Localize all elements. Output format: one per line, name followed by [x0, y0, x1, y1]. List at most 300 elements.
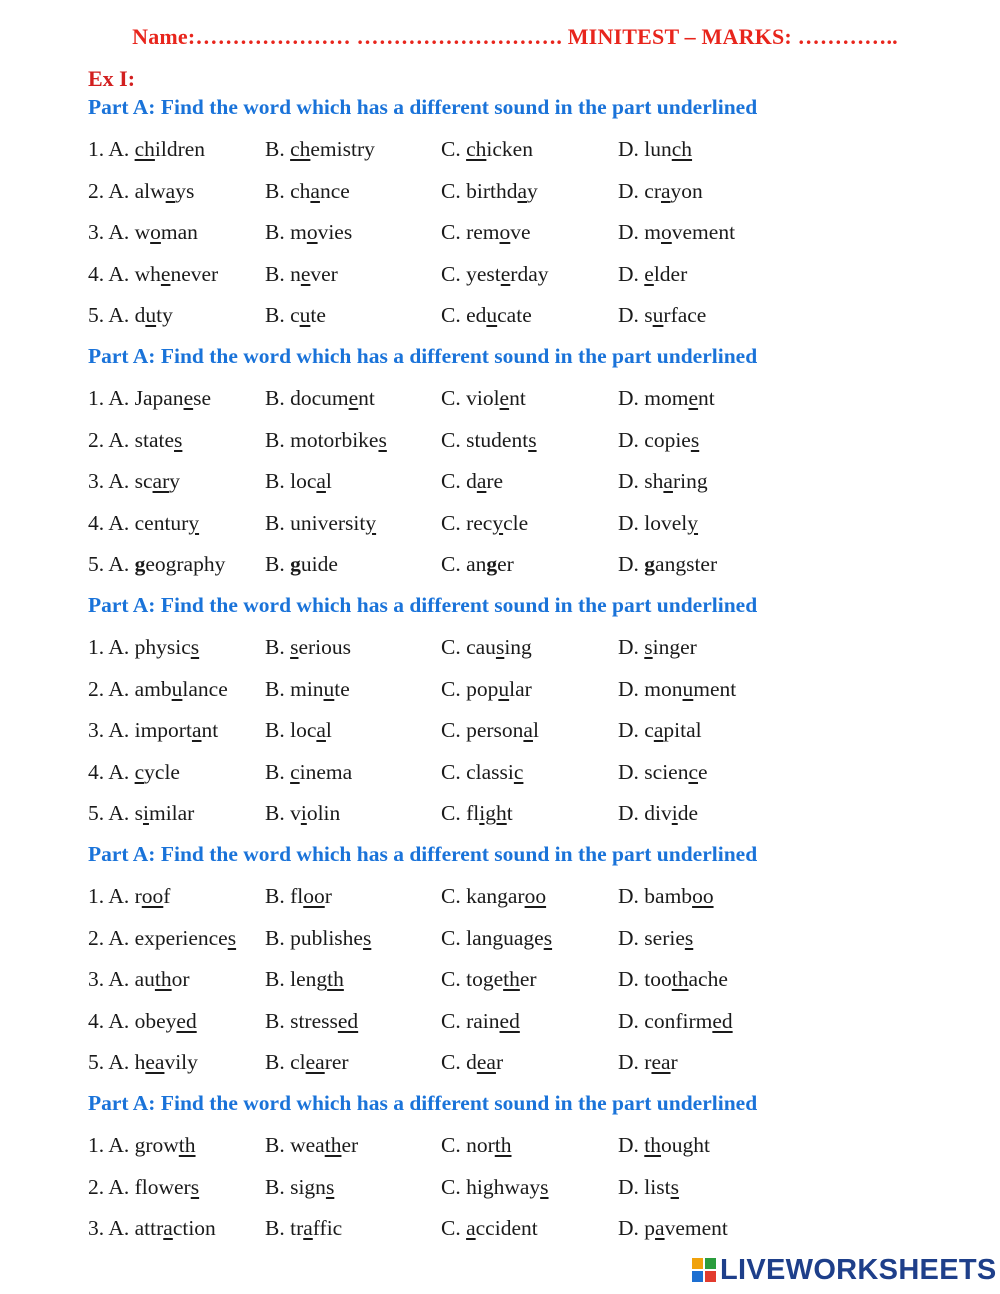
answer-option[interactable]	[88, 1050, 198, 1075]
logo-square-4	[705, 1271, 716, 1282]
part-title: Part A: Find the word which has a different sound in the part underlined	[88, 593, 758, 617]
underlined-sound: ea	[145, 1050, 165, 1074]
answer-option[interactable]	[88, 677, 228, 702]
word-part: t	[506, 801, 513, 825]
question-number: 4.	[88, 261, 105, 286]
word-part: cate	[497, 303, 532, 327]
answer-option[interactable]	[441, 469, 503, 494]
word-part: vement	[664, 1216, 728, 1240]
option-letter: B.	[265, 718, 285, 742]
answer-option[interactable]	[88, 428, 182, 453]
word-part: ildren	[154, 137, 206, 161]
word-part: lar	[509, 676, 532, 701]
underlined-sound: o	[661, 220, 672, 244]
answer-option[interactable]	[88, 303, 173, 328]
word-part: bamb	[644, 884, 693, 908]
answer-option[interactable]	[265, 926, 371, 951]
option-letter: B.	[265, 759, 285, 784]
answer-option[interactable]	[441, 179, 538, 204]
word-part: ch	[290, 178, 311, 203]
answer-option[interactable]	[88, 926, 236, 951]
question-number: 4.	[88, 510, 105, 535]
answer-option[interactable]	[618, 386, 715, 411]
underlined-sound: ea	[305, 1050, 325, 1074]
word-part: rer	[324, 1050, 349, 1074]
answer-option[interactable]	[265, 718, 332, 743]
answer-option[interactable]	[265, 635, 351, 660]
word-part: cle	[503, 510, 529, 535]
option-letter: A.	[108, 137, 130, 161]
answer-option[interactable]	[88, 801, 194, 826]
word-part: student	[466, 427, 529, 452]
word-part: cr	[644, 178, 661, 203]
underlined-sound: th	[324, 1133, 342, 1157]
word-part: confirm	[644, 1008, 713, 1033]
answer-option[interactable]	[441, 428, 537, 453]
underlined-sound: oo	[524, 884, 547, 908]
word-part: nor	[466, 1133, 495, 1157]
word-part: e	[698, 759, 708, 784]
answer-option[interactable]	[265, 1216, 342, 1241]
word-part: sh	[644, 469, 664, 493]
answer-option[interactable]	[88, 1216, 216, 1241]
underlined-sound: e	[183, 386, 194, 410]
question-number: 1.	[88, 635, 105, 659]
answer-option[interactable]	[618, 760, 708, 785]
answer-option[interactable]	[441, 801, 513, 826]
answer-option[interactable]	[441, 262, 548, 287]
word-part: attr	[134, 1216, 164, 1240]
question-number: 3.	[88, 718, 105, 742]
answer-option[interactable]	[441, 1175, 549, 1200]
word-part: ought	[661, 1133, 710, 1157]
answer-option[interactable]	[441, 220, 531, 245]
option-letter: B.	[265, 303, 285, 327]
option-letter: B.	[265, 137, 285, 161]
answer-option[interactable]	[441, 760, 523, 785]
option-letter: B.	[265, 1216, 285, 1240]
underlined-sound: a	[476, 469, 487, 493]
answer-option[interactable]	[441, 137, 533, 162]
answer-option[interactable]	[265, 1050, 349, 1075]
answer-option[interactable]	[88, 179, 194, 204]
option-letter: B.	[265, 676, 285, 701]
underlined-sound: y	[492, 510, 504, 535]
option-letter: A.	[108, 1133, 130, 1157]
word-part: ty	[156, 303, 173, 327]
answer-option[interactable]	[88, 386, 211, 411]
word-part: f	[163, 884, 171, 908]
option-letter: B.	[265, 178, 285, 203]
word-part: min	[290, 676, 324, 701]
word-part: grow	[134, 1133, 179, 1157]
option-letter: C.	[441, 178, 461, 203]
word-part: fl	[290, 884, 304, 908]
option-letter: A.	[108, 884, 130, 908]
option-letter: D.	[618, 552, 639, 576]
word-part: l	[325, 718, 332, 742]
word-part: r	[134, 884, 142, 908]
option-letter: C.	[441, 718, 461, 742]
word-part: te	[334, 676, 350, 701]
word-part: ing	[504, 635, 532, 659]
answer-option[interactable]	[265, 1009, 358, 1034]
answer-option[interactable]	[441, 635, 532, 660]
word-part: icken	[486, 137, 533, 161]
word-part: inger	[652, 635, 697, 659]
underlined-sound: s	[670, 1174, 679, 1199]
underlined-sound: s	[690, 427, 700, 452]
answer-option[interactable]	[618, 967, 728, 992]
underlined-sound: ed	[712, 1008, 733, 1033]
header-name-marks: Name:………………… ………………………. MINITEST – MARKS: …………..	[132, 24, 898, 49]
answer-option[interactable]	[618, 635, 697, 660]
word-part: or	[171, 967, 190, 991]
part-title: Part A: Find the word which has a different sound in the part underlined	[88, 1091, 758, 1115]
answer-option[interactable]	[88, 469, 180, 494]
option-letter: D.	[618, 427, 639, 452]
word-part: physic	[134, 635, 191, 659]
word-part: universit	[290, 510, 366, 535]
answer-option[interactable]	[618, 1216, 728, 1241]
answer-option[interactable]	[88, 1133, 196, 1158]
underlined-sound: ed	[499, 1008, 520, 1033]
word-part: alw	[134, 178, 166, 203]
word-part: ment	[693, 676, 737, 701]
underlined-sound: u	[682, 676, 694, 701]
word-part: se	[193, 386, 212, 410]
option-letter: A.	[108, 1050, 130, 1074]
word-part: sign	[290, 1174, 326, 1199]
option-letter: B.	[265, 967, 285, 991]
option-letter: C.	[441, 1216, 461, 1240]
option-letter: A.	[108, 220, 130, 244]
answer-option[interactable]	[88, 967, 190, 992]
word-part: serie	[644, 925, 685, 950]
word-part: div	[644, 801, 672, 825]
answer-option[interactable]	[618, 677, 736, 702]
part-title: Part A: Find the word which has a different sound in the part underlined	[88, 344, 758, 368]
bold-sound: g	[486, 552, 498, 576]
option-letter: D.	[618, 469, 639, 493]
liveworksheets-logo-icon	[692, 1258, 716, 1282]
answer-option[interactable]	[88, 511, 199, 536]
underlined-sound: a	[523, 718, 533, 742]
answer-option[interactable]	[618, 884, 714, 909]
word-part: s	[134, 801, 143, 825]
word-part: centur	[134, 510, 189, 535]
option-letter: D.	[618, 925, 639, 950]
answer-option[interactable]	[265, 552, 338, 577]
question-number: 1.	[88, 386, 105, 410]
option-letter: B.	[265, 386, 285, 410]
underlined-sound: o	[499, 220, 511, 244]
underlined-sound: a	[310, 178, 320, 203]
word-part: language	[466, 925, 544, 950]
word-part: milar	[148, 801, 195, 825]
answer-option[interactable]	[441, 1216, 538, 1241]
answer-option[interactable]	[618, 303, 706, 328]
word-part: yon	[670, 178, 703, 203]
underlined-sound: ch	[466, 137, 487, 161]
answer-option[interactable]	[265, 760, 352, 785]
underlined-sound: a	[655, 1216, 665, 1240]
underlined-sound: ar	[152, 469, 170, 493]
underlined-sound: s	[362, 925, 372, 950]
word-part: cl	[290, 1050, 306, 1074]
underlined-sound: s	[190, 1174, 200, 1199]
answer-option[interactable]	[265, 511, 376, 536]
logo-square-3	[692, 1271, 703, 1282]
word-part: pop	[466, 676, 499, 701]
word-part: l	[532, 718, 539, 742]
word-part: lovel	[644, 510, 688, 535]
logo-square-1	[692, 1258, 703, 1269]
question-number: 1.	[88, 137, 105, 161]
word-part: er	[519, 967, 537, 991]
answer-option[interactable]	[441, 1009, 520, 1034]
answer-option[interactable]	[618, 428, 699, 453]
option-letter: A.	[108, 718, 130, 742]
question-number: 4.	[88, 1008, 105, 1033]
answer-option[interactable]	[265, 801, 340, 826]
word-part: m	[644, 220, 662, 244]
option-letter: B.	[265, 1174, 285, 1199]
word-part: scien	[644, 759, 689, 784]
question-number: 5.	[88, 303, 105, 327]
word-part: yest	[466, 261, 501, 286]
word-part: erious	[298, 635, 352, 659]
option-letter: B.	[265, 510, 285, 535]
word-part: leng	[290, 967, 328, 991]
answer-option[interactable]	[618, 718, 702, 743]
answer-option[interactable]	[441, 552, 514, 577]
underlined-sound: th	[644, 1133, 662, 1157]
answer-option[interactable]	[265, 386, 375, 411]
part-title: Part A: Find the word which has a different sound in the part underlined	[88, 842, 758, 866]
answer-option[interactable]	[618, 469, 708, 494]
word-part: highway	[466, 1174, 541, 1199]
word-part: ver	[310, 261, 338, 286]
answer-option[interactable]	[265, 220, 352, 245]
answer-option[interactable]	[618, 137, 692, 162]
question-number: 3.	[88, 967, 105, 991]
word-part: p	[644, 1216, 656, 1240]
underlined-sound: u	[323, 676, 335, 701]
answer-option[interactable]	[88, 137, 205, 162]
word-part: toge	[466, 967, 504, 991]
word-part: pital	[663, 718, 702, 742]
answer-option[interactable]	[88, 1175, 199, 1200]
option-letter: A.	[108, 386, 130, 410]
option-letter: A.	[108, 1174, 130, 1199]
underlined-sound: u	[145, 303, 157, 327]
answer-option[interactable]	[441, 884, 546, 909]
underlined-sound: th	[178, 1133, 196, 1157]
answer-option[interactable]	[618, 1133, 710, 1158]
option-letter: B.	[265, 1133, 285, 1157]
option-letter: D.	[618, 386, 639, 410]
question-number: 1.	[88, 884, 105, 908]
answer-option[interactable]	[265, 262, 338, 287]
underlined-sound: e	[500, 261, 511, 286]
answer-option[interactable]	[441, 511, 528, 536]
word-part: y	[169, 469, 180, 493]
answer-option[interactable]	[88, 718, 218, 743]
option-letter: C.	[441, 220, 461, 244]
answer-option[interactable]	[88, 884, 170, 909]
answer-option[interactable]	[265, 179, 350, 204]
word-part: obey	[134, 1008, 177, 1033]
answer-option[interactable]	[265, 303, 326, 328]
word-part: w	[134, 220, 151, 244]
option-letter: C.	[441, 303, 461, 327]
word-part: r	[495, 1050, 504, 1074]
option-letter: C.	[441, 676, 461, 701]
word-part: list	[644, 1174, 671, 1199]
word-part: r	[644, 1050, 652, 1074]
underlined-sound: oo	[303, 884, 325, 908]
liveworksheets-logo[interactable]	[692, 1255, 997, 1285]
underlined-sound: c	[513, 759, 524, 784]
word-part: ed	[466, 303, 487, 327]
answer-option[interactable]	[618, 220, 735, 245]
word-part: publishe	[290, 925, 363, 950]
answer-option[interactable]	[441, 303, 532, 328]
question-number: 3.	[88, 220, 105, 244]
word-part: angster	[655, 552, 718, 576]
option-letter: A.	[108, 1216, 130, 1240]
underlined-sound: a	[163, 1216, 173, 1240]
word-part: uide	[300, 552, 338, 576]
word-part: nt	[201, 718, 219, 742]
option-letter: D.	[618, 1174, 639, 1199]
option-letter: D.	[618, 759, 639, 784]
option-letter: C.	[441, 925, 461, 950]
underlined-sound: ed	[337, 1008, 359, 1033]
answer-option[interactable]	[618, 801, 698, 826]
answer-option[interactable]	[441, 1133, 512, 1158]
word-part: rday	[510, 261, 549, 286]
underlined-sound: ea	[651, 1050, 671, 1074]
word-part: Japan	[134, 386, 184, 410]
answer-option[interactable]	[441, 926, 552, 951]
answer-option[interactable]	[618, 926, 693, 951]
bold-sound: g	[644, 552, 656, 576]
word-part: an	[466, 552, 487, 576]
answer-option[interactable]	[618, 1050, 678, 1075]
option-letter: C.	[441, 967, 461, 991]
question-number: 2.	[88, 925, 105, 950]
answer-option[interactable]	[265, 1175, 334, 1200]
underlined-sound: a	[191, 718, 202, 742]
answer-option[interactable]	[265, 677, 350, 702]
answer-option[interactable]	[441, 677, 532, 702]
underlined-sound: s	[227, 925, 237, 950]
word-part: amb	[134, 676, 172, 701]
underlined-sound: th	[503, 967, 520, 991]
answer-option[interactable]	[265, 884, 332, 909]
option-letter: A.	[108, 925, 130, 950]
option-letter: C.	[441, 759, 461, 784]
answer-option[interactable]	[88, 262, 218, 287]
word-part: rface	[663, 303, 707, 327]
word-part: c	[290, 303, 300, 327]
underlined-sound: ch	[134, 137, 155, 161]
bold-sound: g	[290, 552, 301, 576]
answer-option[interactable]	[618, 511, 698, 536]
word-part: ction	[172, 1216, 216, 1240]
word-part: vily	[164, 1050, 198, 1074]
exercise-label: Ex I:	[88, 66, 136, 91]
logo-square-2	[705, 1258, 716, 1269]
answer-option[interactable]	[441, 386, 526, 411]
word-part: cau	[466, 635, 496, 659]
answer-option[interactable]	[618, 552, 717, 577]
word-part: docum	[290, 386, 349, 410]
option-letter: D.	[618, 801, 639, 825]
option-letter: B.	[265, 801, 285, 825]
answer-option[interactable]	[441, 718, 539, 743]
option-letter: B.	[265, 261, 285, 286]
answer-option[interactable]	[88, 760, 180, 785]
answer-option[interactable]	[618, 262, 687, 287]
answer-option[interactable]	[441, 967, 537, 992]
answer-option[interactable]	[618, 179, 703, 204]
option-letter: C.	[441, 386, 461, 410]
option-letter: A.	[108, 303, 130, 327]
logo-text: LIVEWORKSHEETS	[720, 1253, 997, 1286]
underlined-sound: a	[316, 469, 326, 493]
answer-option[interactable]	[441, 1050, 503, 1075]
word-part: loc	[290, 718, 317, 742]
answer-option[interactable]	[265, 1133, 358, 1158]
underlined-sound: s	[190, 635, 200, 659]
option-letter: C.	[441, 510, 461, 535]
word-part: wh	[134, 261, 161, 286]
answer-option[interactable]	[88, 552, 225, 577]
word-part: ys	[175, 178, 195, 203]
answer-option[interactable]	[88, 1009, 197, 1034]
word-part: stress	[290, 1008, 338, 1033]
word-part: h	[134, 1050, 146, 1074]
answer-option[interactable]	[265, 469, 332, 494]
word-part: ycle	[144, 759, 180, 784]
answer-option[interactable]	[618, 1009, 733, 1034]
underlined-sound: y	[188, 510, 200, 535]
option-letter: A.	[108, 676, 130, 701]
answer-option[interactable]	[265, 967, 344, 992]
option-letter: D.	[618, 220, 639, 244]
question-number: 5.	[88, 552, 105, 576]
option-letter: D.	[618, 884, 639, 908]
answer-option[interactable]	[88, 220, 198, 245]
answer-option[interactable]	[88, 635, 199, 660]
answer-option[interactable]	[265, 428, 387, 453]
underlined-sound: s	[174, 427, 183, 452]
option-letter: B.	[265, 884, 285, 908]
answer-option[interactable]	[618, 1175, 679, 1200]
word-part: d	[134, 303, 146, 327]
underlined-sound: e	[160, 261, 171, 286]
question-number: 2.	[88, 676, 105, 701]
word-part: motorbike	[290, 427, 379, 452]
word-part: lun	[644, 137, 672, 161]
underlined-sound: o	[150, 220, 161, 244]
word-part: person	[466, 718, 524, 742]
answer-option[interactable]	[265, 137, 375, 162]
word-part: ache	[688, 967, 728, 991]
